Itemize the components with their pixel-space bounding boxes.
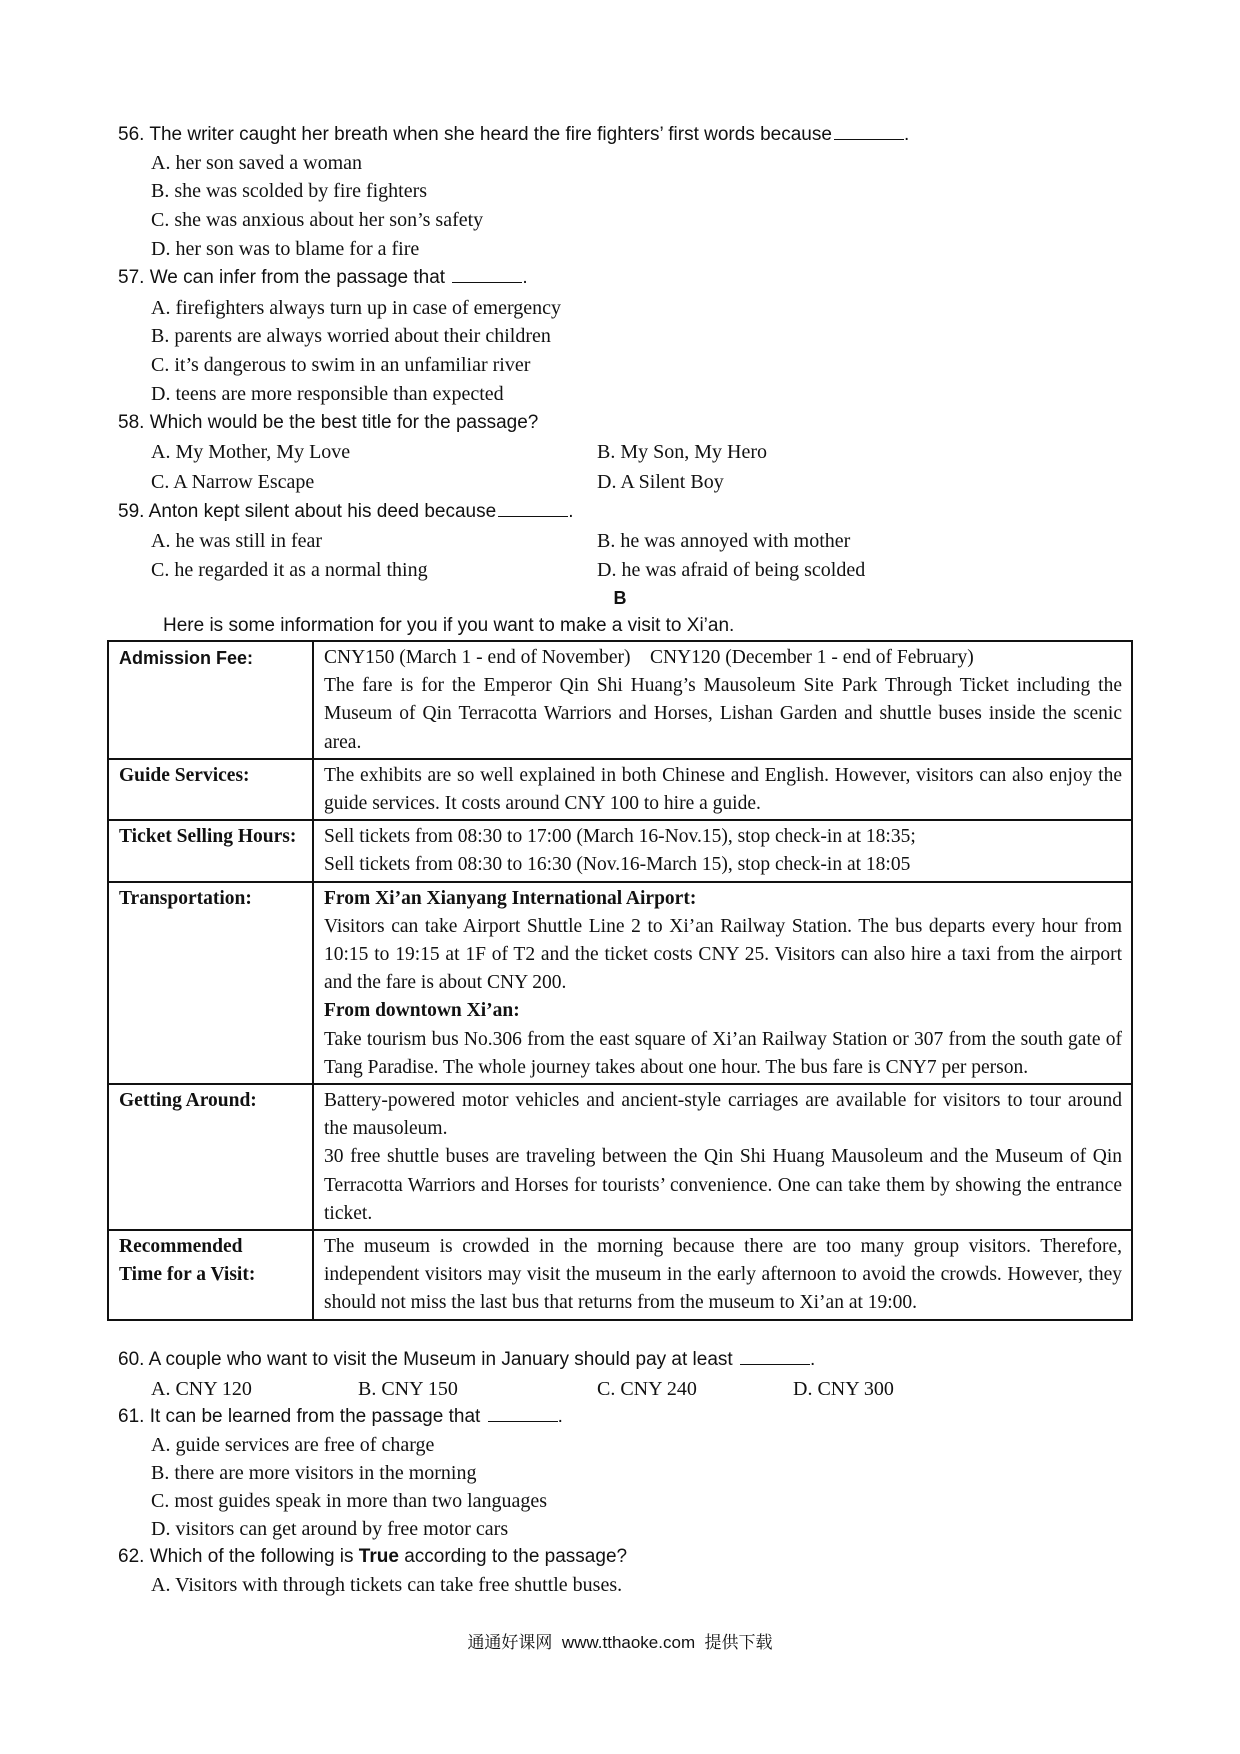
getting-around-shuttles: 30 free shuttle buses are traveling between the Qin Shi Huang Mausoleum and the Museum of Qin Terracotta Warriors and Horses for tourists’ convenience. One can take them by showing the entrance ticket.: [324, 1146, 1122, 1224]
section-b-intro: Here is some information for you if you want to make a visit to Xi’an.: [163, 615, 735, 636]
answer-blank: [452, 264, 522, 283]
q57-option-d: D. teens are more responsible than expected: [151, 383, 504, 405]
transport-airport-text: Visitors can take Airport Shuttle Line 2 to Xi’an Railway Station. The bus departs every hour from 10:15 to 19:15 at 1F of T2 and the ticket costs CNY 25. Visitors can also hire a taxi from the airport and the fare is about CNY 200.: [324, 915, 1122, 994]
q61-option-d: D. visitors can get around by free motor cars: [151, 1518, 509, 1540]
table-row: [108, 820, 1132, 881]
transport-airport-heading: From Xi’an Xianyang International Airport:: [324, 887, 697, 909]
question-56-stem: 56. The writer caught her breath when she heard the fire fighters’ first words because .: [118, 121, 909, 149]
q57-option-c: C. it’s dangerous to swim in an unfamiliar river: [151, 354, 531, 376]
q61-option-c: C. most guides speak in more than two languages: [151, 1490, 548, 1512]
q62-option-a: A. Visitors with through tickets can take free shuttle buses.: [151, 1574, 623, 1596]
row-label-recommended-time: [108, 1230, 313, 1320]
table-row: [108, 1084, 1132, 1230]
q60-option-b: B. CNY 150: [358, 1378, 458, 1400]
q61-option-a: A. guide services are free of charge: [151, 1434, 435, 1456]
q58-option-b: B. My Son, My Hero: [597, 441, 768, 463]
question-61-stem: 61. It can be learned from the passage that .: [118, 1403, 563, 1431]
q57-option-a: A. firefighters always turn up in case of emergency: [151, 297, 562, 319]
q60-option-c: C. CNY 240: [597, 1378, 697, 1400]
q59-option-d: D. he was afraid of being scolded: [597, 559, 866, 581]
q56-option-a: A. her son saved a woman: [151, 152, 363, 174]
row-value-transportation: [313, 882, 1132, 1084]
row-label-admission-fee: Admission Fee:: [108, 641, 313, 759]
ticket-hours-summer: Sell tickets from 08:30 to 17:00 (March 16-Nov.15), stop check-in at 18:35;: [324, 826, 916, 848]
q56-option-d: D. her son was to blame for a fire: [151, 238, 420, 260]
label-line: Time for a Visit:: [119, 1264, 256, 1286]
row-value-ticket-selling-hours: [313, 820, 1132, 881]
q59-option-b: B. he was annoyed with mother: [597, 530, 851, 552]
answer-blank: [740, 1346, 810, 1365]
q56-option-c: C. she was anxious about her son’s safety: [151, 209, 484, 231]
q58-option-c: C. A Narrow Escape: [151, 471, 315, 493]
q60-option-a: A. CNY 120: [151, 1378, 252, 1400]
xian-info-table: [107, 640, 1133, 1321]
row-label-ticket-selling-hours: Ticket Selling Hours:: [108, 820, 313, 881]
question-60-stem: 60. A couple who want to visit the Museum in January should pay at least .: [118, 1346, 815, 1374]
table-row: [108, 641, 1132, 759]
row-value-guide-services: [313, 759, 1132, 820]
transport-downtown-heading: From downtown Xi’an:: [324, 1000, 520, 1022]
row-label-getting-around: Getting Around:: [108, 1084, 313, 1230]
q56-option-b: B. she was scolded by fire fighters: [151, 180, 428, 202]
recommended-time-text: The museum is crowded in the morning because there are too many group visitors. Therefore, independent visitors may visit the museum in the early afternoon to avoid the crowds. However, they should not miss the last bus that returns from the museum to Xi’an at 19:00.: [324, 1236, 1122, 1314]
q60-option-d: D. CNY 300: [793, 1378, 894, 1400]
admission-fee-description: The fare is for the Emperor Qin Shi Huang’s Mausoleum Site Park Through Ticket including the Museum of Qin Terracotta Warriors and Horses, Lishan Garden and shuttle buses inside the scenic area.: [324, 675, 1122, 753]
row-label-transportation: Transportation:: [108, 882, 313, 1084]
true-keyword: True: [358, 1546, 399, 1567]
table-row: [108, 1230, 1132, 1320]
admission-fee-prices: CNY150 (March 1 - end of November) CNY120 (December 1 - end of February): [324, 647, 974, 668]
getting-around-vehicles: Battery-powered motor vehicles and ancient-style carriages are available for visitors to tour around the mausoleum.: [324, 1090, 1122, 1140]
q58-option-a: A. My Mother, My Love: [151, 441, 351, 463]
q59-option-c: C. he regarded it as a normal thing: [151, 559, 428, 581]
question-59-stem: 59. Anton kept silent about his deed because .: [118, 498, 573, 526]
guide-services-text: The exhibits are so well explained in both Chinese and English. However, visitors can also enjoy the guide services. It costs around CNY 100 to hire a guide.: [324, 764, 1122, 815]
row-value-admission-fee: [313, 641, 1132, 759]
section-b-heading: B: [613, 588, 627, 608]
row-label-guide-services: Guide Services:: [108, 759, 313, 820]
q57-option-b: B. parents are always worried about their children: [151, 325, 551, 347]
transport-downtown-text: Take tourism bus No.306 from the east square of Xi’an Railway Station or 307 from the south gate of Tang Paradise. The whole journey takes about one hour. The bus fare is CNY7 per person.: [324, 1028, 1122, 1078]
page-footer: 通通好课网 www.tthaoke.com 提供下载: [467, 1633, 773, 1652]
question-62-stem: 62. Which of the following is True according to the passage?: [118, 1546, 628, 1567]
table-row: [108, 882, 1132, 1084]
question-57-stem: 57. We can infer from the passage that .: [118, 264, 528, 292]
q61-option-b: B. there are more visitors in the morning: [151, 1462, 477, 1484]
answer-blank: [834, 121, 904, 140]
row-value-recommended-time: [313, 1230, 1132, 1320]
q58-option-d: D. A Silent Boy: [597, 471, 724, 493]
q59-option-a: A. he was still in fear: [151, 530, 323, 552]
label-line: Recommended: [119, 1236, 243, 1258]
question-58-stem: 58. Which would be the best title for the passage?: [118, 412, 539, 433]
ticket-hours-winter: Sell tickets from 08:30 to 16:30 (Nov.16-March 15), stop check-in at 18:05: [324, 854, 911, 876]
answer-blank: [498, 498, 568, 517]
row-value-getting-around: [313, 1084, 1132, 1230]
answer-blank: [488, 1403, 558, 1422]
table-row: [108, 759, 1132, 820]
